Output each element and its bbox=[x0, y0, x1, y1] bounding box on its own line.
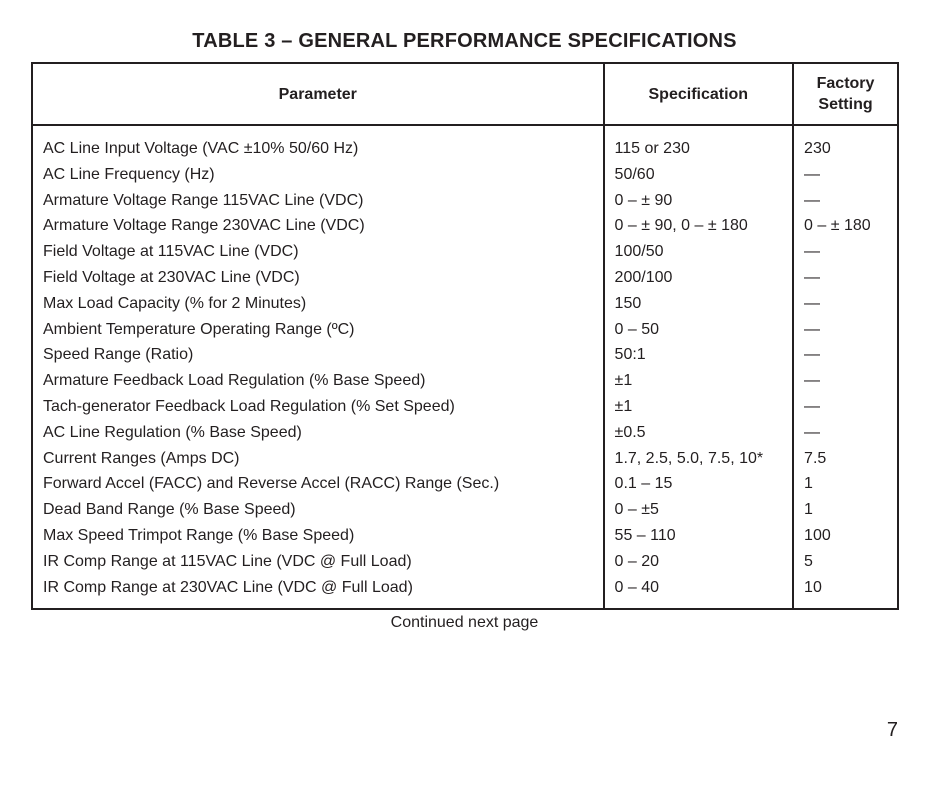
cell-parameter: AC Line Regulation (% Base Speed) bbox=[32, 420, 604, 446]
table-row bbox=[32, 497, 898, 523]
cell-parameter: Armature Feedback Load Regulation (% Base Speed) bbox=[32, 368, 604, 394]
cell-specification: ±1 bbox=[604, 368, 794, 394]
page-number: 7 bbox=[886, 719, 898, 741]
cell-parameter: Field Voltage at 115VAC Line (VDC) bbox=[32, 239, 604, 265]
cell-parameter: Tach-generator Feedback Load Regulation (% Set Speed) bbox=[32, 394, 604, 420]
cell-parameter: Armature Voltage Range 230VAC Line (VDC) bbox=[32, 213, 604, 239]
table-row bbox=[32, 239, 898, 265]
cell-factory-setting: 0 – ± 180 bbox=[804, 217, 871, 235]
cell-parameter: Max Speed Trimpot Range (% Base Speed) bbox=[32, 523, 604, 549]
table-body bbox=[32, 125, 898, 609]
cell-parameter: Current Ranges (Amps DC) bbox=[32, 446, 604, 472]
table-row bbox=[32, 420, 898, 446]
header-factory-setting bbox=[793, 63, 898, 125]
table-row bbox=[32, 471, 898, 497]
table-row bbox=[32, 368, 898, 394]
table-title: TABLE 3 – GENERAL PERFORMANCE SPECIFICATIONS bbox=[192, 30, 737, 52]
cell-factory-setting: — bbox=[804, 346, 821, 364]
cell-specification: 0 – ± 90 bbox=[604, 188, 794, 214]
cell-parameter: Forward Accel (FACC) and Reverse Accel (RACC) Range (Sec.) bbox=[32, 471, 604, 497]
cell-factory-setting: 1 bbox=[804, 501, 813, 519]
cell-specification: 100/50 bbox=[604, 239, 794, 265]
table-row bbox=[32, 446, 898, 472]
cell-specification: 0.1 – 15 bbox=[604, 471, 794, 497]
cell-factory-setting: — bbox=[804, 397, 821, 415]
cell-parameter: Max Load Capacity (% for 2 Minutes) bbox=[32, 291, 604, 317]
cell-factory-setting: 100 bbox=[804, 526, 831, 544]
cell-specification: 150 bbox=[604, 291, 794, 317]
cell-parameter: Dead Band Range (% Base Speed) bbox=[32, 497, 604, 523]
cell-factory-setting: — bbox=[804, 165, 821, 183]
cell-specification: 55 – 110 bbox=[604, 523, 794, 549]
cell-specification: 0 – 20 bbox=[604, 549, 794, 575]
cell-factory-setting: — bbox=[804, 243, 821, 261]
cell-factory-setting: — bbox=[804, 372, 821, 390]
table-row bbox=[32, 342, 898, 368]
header-specification: Specification bbox=[604, 63, 794, 125]
cell-specification: 0 – 40 bbox=[604, 575, 794, 610]
cell-specification: 50:1 bbox=[604, 342, 794, 368]
cell-parameter: Armature Voltage Range 115VAC Line (VDC) bbox=[32, 188, 604, 214]
cell-specification: 200/100 bbox=[604, 265, 794, 291]
table-row bbox=[32, 317, 898, 343]
cell-parameter: AC Line Input Voltage (VAC ±10% 50/60 Hz) bbox=[32, 125, 604, 162]
cell-specification: 115 or 230 bbox=[604, 125, 794, 162]
table-row bbox=[32, 125, 898, 162]
table-row bbox=[32, 213, 898, 239]
header-factory-setting-line2: Setting bbox=[818, 96, 873, 113]
cell-parameter: IR Comp Range at 230VAC Line (VDC @ Full Load) bbox=[32, 575, 604, 610]
cell-factory-setting: 5 bbox=[804, 552, 813, 570]
cell-factory-setting: — bbox=[804, 268, 821, 286]
cell-parameter: IR Comp Range at 115VAC Line (VDC @ Full Load) bbox=[32, 549, 604, 575]
cell-parameter: Speed Range (Ratio) bbox=[32, 342, 604, 368]
specifications-table bbox=[31, 62, 899, 610]
continued-note: Continued next page bbox=[390, 614, 539, 631]
cell-specification: 50/60 bbox=[604, 162, 794, 188]
table-row bbox=[32, 291, 898, 317]
table-row bbox=[32, 575, 898, 610]
cell-factory-setting: — bbox=[804, 294, 821, 312]
table-row bbox=[32, 549, 898, 575]
cell-factory-setting: — bbox=[804, 423, 821, 441]
table-row bbox=[32, 162, 898, 188]
header-factory-setting-line1: Factory bbox=[816, 75, 875, 92]
table-row bbox=[32, 265, 898, 291]
table-header-row bbox=[32, 63, 898, 125]
table-row bbox=[32, 188, 898, 214]
cell-specification: 0 – ±5 bbox=[604, 497, 794, 523]
table-row bbox=[32, 523, 898, 549]
cell-specification: 0 – ± 90, 0 – ± 180 bbox=[604, 213, 794, 239]
table-row bbox=[32, 394, 898, 420]
cell-factory-setting: — bbox=[804, 191, 821, 209]
cell-factory-setting: 10 bbox=[804, 578, 822, 596]
cell-specification: 0 – 50 bbox=[604, 317, 794, 343]
cell-specification: ±0.5 bbox=[604, 420, 794, 446]
cell-parameter: Ambient Temperature Operating Range (ºC) bbox=[32, 317, 604, 343]
header-parameter: Parameter bbox=[32, 63, 604, 125]
cell-factory-setting: 7.5 bbox=[804, 449, 827, 467]
cell-specification: 1.7, 2.5, 5.0, 7.5, 10* bbox=[604, 446, 794, 472]
cell-parameter: Field Voltage at 230VAC Line (VDC) bbox=[32, 265, 604, 291]
cell-parameter: AC Line Frequency (Hz) bbox=[32, 162, 604, 188]
cell-factory-setting: — bbox=[804, 320, 821, 338]
cell-factory-setting: 1 bbox=[804, 475, 813, 493]
cell-specification: ±1 bbox=[604, 394, 794, 420]
cell-factory-setting: 230 bbox=[804, 140, 831, 157]
